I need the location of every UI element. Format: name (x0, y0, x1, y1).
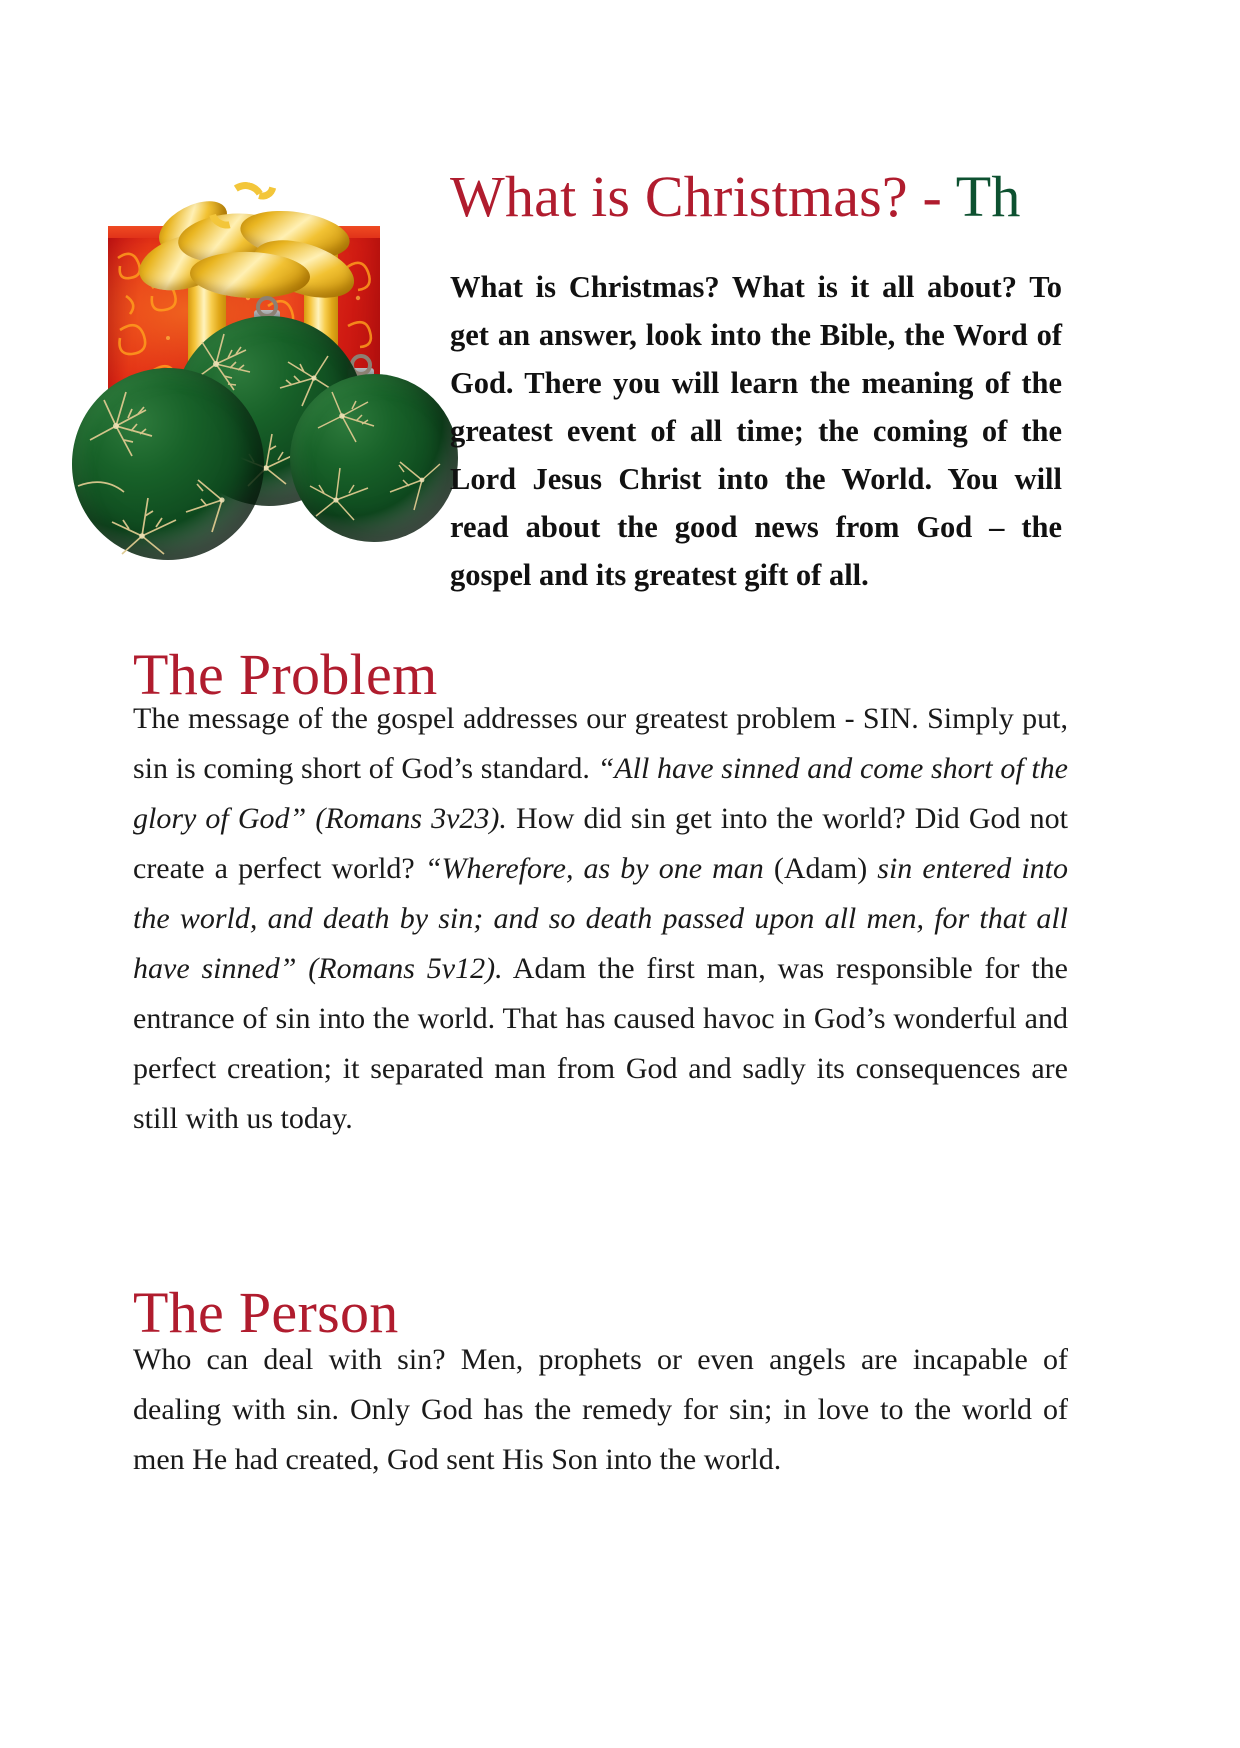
gift-bow (120, 190, 370, 310)
bauble-ring (256, 296, 278, 318)
section-body-problem (133, 694, 1068, 1144)
header-block (0, 0, 1240, 600)
gold-snowflake-pattern (72, 368, 264, 560)
page-title (450, 163, 1240, 229)
green-bauble (72, 368, 264, 560)
gold-snowflake-pattern (290, 374, 458, 542)
page-title-red-part: What is Christmas? - (450, 163, 956, 229)
body-text-run: Who can deal with sin? Men, prophets or even angels are incapable of dealing with sin. Only God has the remedy for sin; in love to the world of men He had created, God sent His Son into the world. (133, 1343, 1068, 1476)
body-text-run: How did sin get into the world? Did God not create a perfect world? (133, 802, 1068, 885)
scripture-quote: “All have sinned and come short of the glory of God” (Romans 3v23). (133, 752, 1068, 835)
body-text-run: Adam the first man, was responsible for the entrance of sin into the world. That has caused havoc in God’s wonderful and perfect creation; it separated man from God and sadly its consequences are still with us today. (133, 952, 1068, 1135)
inline-gloss: (Adam) (773, 852, 868, 885)
green-bauble (290, 374, 458, 542)
section-heading-problem: The Problem (133, 642, 438, 708)
scripture-quote: “Wherefore, as by one man (424, 852, 774, 885)
section-body-person (133, 1335, 1068, 1485)
body-text-run: The message of the gospel addresses our greatest problem - SIN. Simply put, sin is coming short of God’s standard. (133, 702, 1068, 785)
scripture-quote: sin entered into the world, and death by sin; and so death passed upon all men, for that all have sinned” (Romans 5v12). (133, 852, 1068, 985)
intro-paragraph: What is Christmas? What is it all about? To get an answer, look into the Bible, the Word of God. There you will learn the meaning of the greatest event of all time; the coming of the Lord Jesus Christ into the World. You will read about the good news from God – the gospel and its greatest gift of all. (450, 269, 1062, 592)
christmas-illustration (62, 38, 452, 583)
page-title-green-part: Th (955, 163, 1021, 229)
section-heading-person: The Person (133, 1280, 399, 1346)
